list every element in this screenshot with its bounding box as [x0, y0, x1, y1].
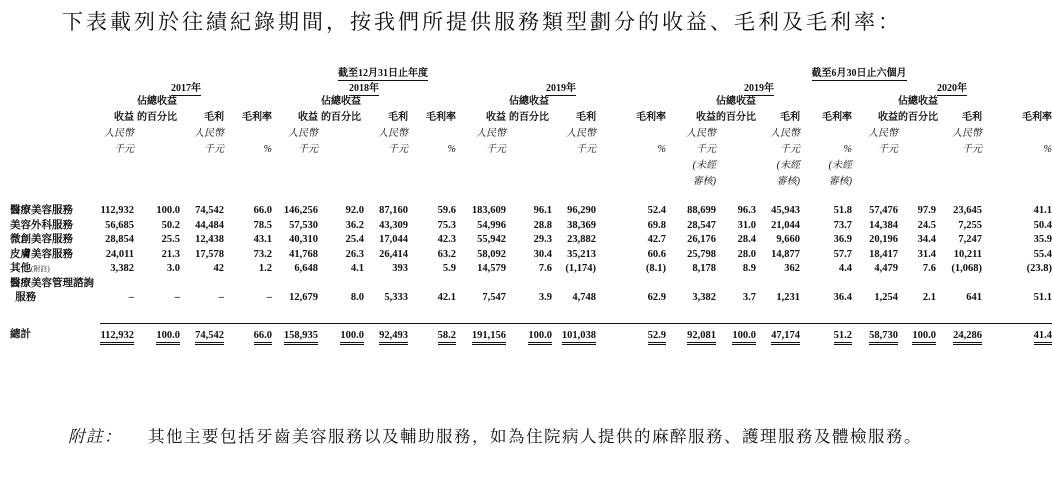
table-cell: 96,290: [567, 205, 596, 216]
table-row: [10, 219, 1052, 234]
table-cell: 97.9: [917, 205, 936, 216]
table-cell: 5,333: [384, 292, 408, 303]
intro-sentence: 下表載列於往績紀錄期間，按我們所提供服務類型劃分的收益、毛利及毛利率：: [62, 10, 902, 34]
gross-profit-caption: 毛利: [388, 112, 408, 123]
table-cell: 21.3: [161, 248, 180, 260]
table-cell: 92,493: [364, 324, 408, 345]
table-cell: 28.0: [737, 248, 756, 260]
unit-label: 人民幣: [686, 128, 716, 139]
period-group-row: [10, 64, 1052, 79]
unit-label: 千元: [388, 144, 408, 155]
table-cell: 56,685: [105, 219, 134, 231]
unit-label: 千元: [696, 144, 716, 155]
table-row: [10, 204, 1052, 219]
table-cell: 31.4: [917, 248, 936, 260]
table-row: [10, 233, 1052, 248]
share-caption: 的百分比: [716, 112, 756, 123]
table-cell: 34.4: [917, 234, 936, 245]
table-row: [10, 277, 1052, 292]
row-label: 服務: [15, 292, 37, 303]
gross-profit-caption: 毛利: [204, 112, 224, 123]
table-cell: 1,231: [776, 292, 800, 303]
unit-label: %: [263, 144, 272, 155]
table-cell: 40,310: [289, 234, 318, 245]
table-cell: 7.6: [922, 263, 936, 274]
unaudited-note: (未經: [776, 160, 800, 171]
table-row: [10, 291, 1052, 311]
table-cell: 8.9: [742, 263, 756, 274]
table-cell: 57.7: [833, 248, 852, 260]
table-cell: 12,679: [289, 292, 318, 303]
unit-label: 人民幣: [288, 128, 318, 139]
table-cell: 10,211: [953, 248, 982, 260]
table-cell: 24,011: [105, 248, 134, 260]
table-cell: 36.9: [833, 234, 852, 245]
unit-label: %: [843, 144, 852, 155]
table-cell: –: [174, 292, 180, 303]
margin-caption: 毛利率: [822, 112, 852, 123]
table-cell: 60.6: [647, 248, 666, 260]
table-cell: 7,547: [482, 292, 506, 303]
table-cell: 100.0: [134, 324, 180, 345]
interim-group-header: 截至6月30日止六個月: [811, 68, 907, 79]
table-cell: 41.4: [982, 324, 1052, 345]
table-cell: 3,382: [110, 263, 134, 274]
table-cell: 62.9: [647, 292, 666, 303]
table-cell: 28.4: [737, 234, 756, 245]
table-cell: 29.3: [533, 234, 552, 245]
unit-row-3: [10, 158, 1052, 174]
share-caption: 佔總收益: [716, 96, 756, 107]
unaudited-note: (未經: [692, 160, 716, 171]
table-cell: 158,935: [272, 324, 318, 345]
unaudited-note: 審核): [692, 176, 716, 187]
table-cell: 73.7: [833, 219, 852, 231]
table-cell: 100.0: [318, 324, 364, 345]
unit-label: 人民幣: [868, 128, 898, 139]
table-cell: 96.3: [737, 205, 756, 216]
table-cell: 17,578: [195, 248, 224, 260]
table-cell: 52.4: [647, 205, 666, 216]
unit-label: 千元: [204, 144, 224, 155]
table-cell: 1,254: [874, 292, 898, 303]
margin-caption: 毛利率: [1022, 112, 1052, 123]
table-cell: 3.0: [166, 263, 180, 274]
table-cell: 8.0: [350, 292, 364, 303]
table-cell: (23.8): [1026, 263, 1052, 274]
table-cell: 3.9: [538, 292, 552, 303]
table-cell: (1,068): [951, 263, 982, 274]
table-cell: 26,414: [379, 248, 408, 260]
table-cell: 18,417: [869, 248, 898, 260]
table-cell: 45,943: [771, 205, 800, 216]
table-cell: 87,160: [379, 205, 408, 216]
table-cell: 47,174: [756, 324, 800, 345]
table-cell: 3.7: [742, 292, 756, 303]
margin-caption: 毛利率: [242, 112, 272, 123]
table-cell: 28.8: [533, 219, 552, 231]
table-cell: 101,038: [552, 324, 596, 345]
table-cell: 146,256: [283, 205, 318, 216]
table-cell: 44,484: [195, 219, 224, 231]
unit-row-1: [10, 126, 1052, 142]
table-cell: (8.1): [645, 263, 666, 274]
table-cell: 26.3: [345, 248, 364, 260]
unit-label: 千元: [878, 144, 898, 155]
table-cell: 28,547: [687, 219, 716, 231]
table-cell: 8,178: [692, 263, 716, 274]
note-marker: (附註): [31, 265, 50, 273]
unit-label: 千元: [962, 144, 982, 155]
table-cell: 73.2: [253, 248, 272, 260]
year-2019-interim: 2019年: [744, 83, 774, 94]
footnote-label: 附註：: [68, 427, 122, 446]
revenue-caption: 收益: [298, 112, 318, 123]
row-label: 醫療美容服務: [10, 205, 73, 216]
row-label: 其他$^{(附註)}$: [10, 263, 50, 274]
table-cell: 55,942: [477, 234, 506, 245]
table-cell: 96.1: [533, 205, 552, 216]
table-cell: 28,854: [105, 234, 134, 245]
unaudited-note: 審核): [776, 176, 800, 187]
table-cell: 42.1: [437, 292, 456, 303]
unit-label: %: [447, 144, 456, 155]
unit-row-2: [10, 142, 1052, 158]
unit-label: 千元: [576, 144, 596, 155]
table-cell: 42.7: [647, 234, 666, 245]
unit-label: 人民幣: [770, 128, 800, 139]
share-caption: 的百分比: [321, 112, 361, 123]
table-cell: 58,092: [477, 248, 506, 260]
unit-label: 人民幣: [952, 128, 982, 139]
row-label: 總計: [10, 329, 31, 341]
revenue-caption: 收益: [486, 112, 506, 123]
gross-profit-caption: 毛利: [780, 112, 800, 123]
row-label: 醫療美容管理諮詢: [10, 277, 94, 289]
share-caption: 的百分比: [898, 112, 938, 123]
gross-profit-caption: 毛利: [576, 112, 596, 123]
fy-group-header: 截至12月31日止年度: [338, 68, 428, 79]
year-2020-interim: 2020年: [937, 83, 967, 94]
table-cell: 112,932: [100, 324, 134, 345]
share-caption: 佔總收益: [898, 96, 938, 107]
table-cell: 36.2: [345, 219, 364, 231]
table-cell: 4,479: [874, 263, 898, 274]
table-cell: 14,579: [477, 263, 506, 274]
table-cell: 57,530: [289, 219, 318, 231]
unit-label: 千元: [114, 144, 134, 155]
total-row: [10, 324, 1052, 345]
table-cell: 35,213: [567, 248, 596, 260]
table-row: [10, 248, 1052, 263]
table-cell: 17,044: [379, 234, 408, 245]
table-cell: 51.2: [800, 324, 852, 345]
table-cell: –: [128, 292, 134, 303]
table-cell: 41.1: [1033, 205, 1052, 216]
table-cell: 20,196: [869, 234, 898, 245]
table-cell: 58.2: [408, 324, 456, 345]
table-cell: 51.1: [1033, 292, 1052, 303]
table-cell: 50.4: [1033, 219, 1052, 231]
unit-label: %: [657, 144, 666, 155]
row-label: 皮膚美容服務: [10, 248, 73, 260]
table-cell: 41,768: [289, 248, 318, 260]
table-cell: 4.1: [350, 263, 364, 274]
table-cell: 43,309: [379, 219, 408, 231]
row-label: 美容外科服務: [10, 219, 73, 231]
table-cell: 25.4: [345, 234, 364, 245]
table-cell: 100.0: [506, 324, 552, 345]
unit-row-4: [10, 174, 1052, 190]
table-cell: 75.3: [437, 219, 456, 231]
table-cell: 63.2: [437, 248, 456, 260]
table-cell: 57,476: [869, 205, 898, 216]
table-cell: 362: [784, 263, 800, 274]
table-row: [10, 262, 1052, 277]
table-cell: 55.4: [1033, 248, 1052, 260]
table-cell: 641: [966, 292, 982, 303]
table-cell: 9,660: [776, 234, 800, 245]
table-cell: 50.2: [161, 219, 180, 231]
table-cell: 30.4: [533, 248, 552, 260]
table-cell: 6,648: [294, 263, 318, 274]
table-cell: 35.9: [1033, 234, 1052, 245]
table-cell: 42.3: [437, 234, 456, 245]
table-cell: 74,542: [195, 205, 224, 216]
table-cell: 12,438: [195, 234, 224, 245]
share-caption: 佔總收益: [321, 96, 361, 107]
revenue-caption: 收益: [114, 112, 134, 123]
table-cell: 26,176: [687, 234, 716, 245]
table-cell: 3,382: [692, 292, 716, 303]
unit-label: 人民幣: [104, 128, 134, 139]
table-cell: 51.8: [833, 205, 852, 216]
unit-label: 人民幣: [378, 128, 408, 139]
table-cell: 7.6: [538, 263, 552, 274]
margin-caption: 毛利率: [636, 112, 666, 123]
unit-label: %: [1043, 144, 1052, 155]
table-cell: 31.0: [737, 219, 756, 231]
unit-label: 人民幣: [194, 128, 224, 139]
table-cell: 100.0: [716, 324, 756, 345]
table-cell: 191,156: [456, 324, 506, 345]
table-cell: 14,384: [869, 219, 898, 231]
unit-label: 千元: [298, 144, 318, 155]
column-caption-row-1: [10, 94, 1052, 110]
column-caption-row-2: [10, 110, 1052, 126]
unit-label: 千元: [486, 144, 506, 155]
share-caption: 佔總收益: [137, 96, 177, 107]
table-cell: 78.5: [253, 219, 272, 231]
table-cell: –: [218, 292, 224, 303]
table-cell: 92.0: [345, 205, 364, 216]
table-cell: 4.4: [838, 263, 852, 274]
share-caption: 佔總收益: [509, 96, 549, 107]
footnote-text: 其他主要包括牙齒美容服務以及輔助服務，如為住院病人提供的麻醉服務、護理服務及體檢服務。: [148, 427, 922, 446]
table-cell: 183,609: [471, 205, 506, 216]
row-label: 微創美容服務: [10, 234, 73, 245]
gross-profit-caption: 毛利: [962, 112, 982, 123]
table-cell: 58,730: [852, 324, 898, 345]
table-cell: 36.4: [833, 292, 852, 303]
unit-label: 人民幣: [476, 128, 506, 139]
table-cell: 23,645: [953, 205, 982, 216]
table-cell: 25,798: [687, 248, 716, 260]
table-cell: 7,247: [958, 234, 982, 245]
table-cell: (1,174): [565, 263, 596, 274]
year-2018: 2018年: [349, 83, 379, 94]
table-cell: 43.1: [253, 234, 272, 245]
table-cell: 59.6: [437, 205, 456, 216]
table-cell: 54,996: [477, 219, 506, 231]
table-cell: 24.5: [917, 219, 936, 231]
table-cell: 38,369: [567, 219, 596, 231]
share-caption: 的百分比: [137, 112, 177, 123]
revenue-caption: 收益: [696, 112, 716, 123]
table-cell: 66.0: [224, 324, 272, 345]
unaudited-note: 審核): [828, 176, 852, 187]
table-body: [10, 204, 1052, 344]
revenue-caption: 收益: [878, 112, 898, 123]
table-cell: –: [266, 292, 272, 303]
unit-label: 人民幣: [566, 128, 596, 139]
table-cell: 92,081: [666, 324, 716, 345]
table-cell: 69.8: [647, 219, 666, 231]
unit-label: 千元: [780, 144, 800, 155]
table-cell: 24,286: [936, 324, 982, 345]
table-cell: 112,932: [100, 205, 134, 216]
table-cell: 42: [213, 263, 224, 274]
share-caption: 的百分比: [509, 112, 549, 123]
table-cell: 21,044: [771, 219, 800, 231]
table-cell: 88,699: [687, 205, 716, 216]
year-row: [10, 79, 1052, 94]
unaudited-note: (未經: [828, 160, 852, 171]
table-cell: 7,255: [958, 219, 982, 231]
table-cell: 100.0: [156, 205, 180, 216]
table-cell: 4,748: [572, 292, 596, 303]
table-cell: 100.0: [898, 324, 936, 345]
table-cell: 23,882: [567, 234, 596, 245]
table-cell: 25.5: [161, 234, 180, 245]
table-cell: 2.1: [922, 292, 936, 303]
table-cell: 393: [392, 263, 408, 274]
table-cell: 52.9: [596, 324, 666, 345]
table-cell: 14,877: [771, 248, 800, 260]
table-cell: 74,542: [180, 324, 224, 345]
year-2019: 2019年: [546, 83, 576, 94]
table-cell: 5.9: [442, 263, 456, 274]
margin-caption: 毛利率: [426, 112, 456, 123]
table-cell: 66.0: [253, 205, 272, 216]
revenue-table: [10, 64, 1052, 344]
year-2017: 2017年: [171, 83, 201, 94]
table-cell: 1.2: [258, 263, 272, 274]
